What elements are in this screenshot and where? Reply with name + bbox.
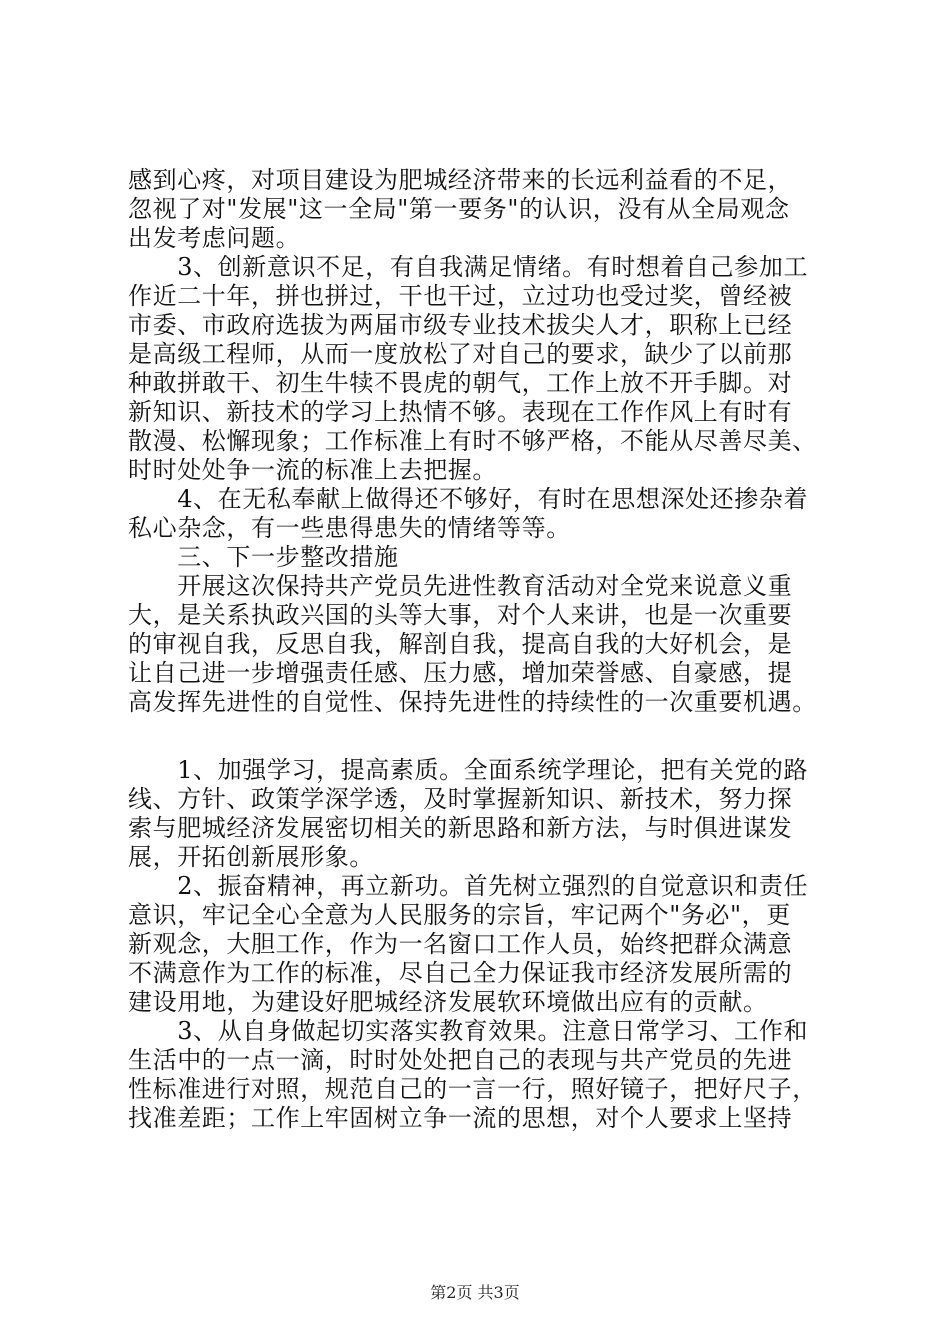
text-line: 大，是关系执政兴国的头等大事，对个人来讲，也是一次重要 [128,601,793,629]
text-line: 不满意作为工作的标准，尽自己全力保证我市经济发展所需的 [128,959,793,987]
text-line: 性标准进行对照，规范自己的一言一行，照好镜子，把好尺子， [128,1075,817,1103]
text-line: 时时处处争一流的标准上去把握。 [128,456,497,484]
text-line: 市委、市政府选拔为两届市级专业技术拔尖人才，职称上已经 [128,311,793,339]
text-line: 感到心疼，对项目建设为肥城经济带来的长远利益看的不足， [128,166,793,194]
text-line: 高发挥先进性的自觉性、保持先进性的持续性的一次重要机遇。 [128,688,817,716]
text-line: 3、创新意识不足，有自我满足情绪。有时想着自己参加工 [128,253,809,281]
text-line: 建设用地，为建设好肥城经济发展软环境做出应有的贡献。 [128,988,768,1016]
text-line: 新观念，大胆工作，作为一名窗口工作人员，始终把群众满意 [128,930,793,958]
document-body [128,166,828,1133]
text-line: 开展这次保持共产党员先进性教育活动对全党来说意义重 [128,572,793,600]
text-line: 作近二十年，拼也拼过，干也干过，立过功也受过奖，曾经被 [128,282,793,310]
text-line: 的审视自我，反思自我，解剖自我，提高自我的大好机会，是 [128,630,793,658]
text-line: 私心杂念，有一些患得患失的情绪等等。 [128,514,571,542]
text-line: 1、加强学习，提高素质。全面系统学理论，把有关党的路 [128,756,809,784]
text-line: 线、方针、政策学深学透，及时掌握新知识、新技术，努力探 [128,785,793,813]
text-line: 让自己进一步增强责任感、压力感，增加荣誉感、自豪感，提 [128,659,793,687]
text-line: 生活中的一点一滴，时时处处把自己的表现与共产党员的先进 [128,1046,793,1074]
text-line: 忽视了对"发展"这一全局"第一要务"的认识，没有从全局观念 [128,195,790,223]
text-line: 3、从自身做起切实落实教育效果。注意日常学习、工作和 [128,1017,809,1045]
page-number: 第2页 共3页 [430,1283,520,1302]
text-line: 出发考虑问题。 [128,224,301,252]
text-line: 索与肥城经济发展密切相关的新思路和新方法，与时俱进谋发 [128,814,793,842]
text-line: 种敢拼敢干、初生牛犊不畏虎的朝气，工作上放不开手脚。对 [128,369,793,397]
text-block-2 [128,756,828,1133]
text-line: 2、振奋精神，再立新功。首先树立强烈的自觉意识和责任 [128,872,809,900]
text-line: 展，开拓创新展形象。 [128,843,374,871]
paragraph-gap [128,717,828,756]
section-heading: 三、下一步整改措施 [128,543,399,571]
text-line: 散漫、松懈现象；工作标准上有时不够严格，不能从尽善尽美、 [128,427,817,455]
text-line: 是高级工程师，从而一度放松了对自己的要求，缺少了以前那 [128,340,793,368]
text-line: 意识，牢记全心全意为人民服务的宗旨，牢记两个"务必"，更 [128,901,791,929]
text-line: 找准差距；工作上牢固树立争一流的思想，对个人要求上坚持 [128,1104,793,1132]
text-line: 新知识、新技术的学习上热情不够。表现在工作作风上有时有 [128,398,793,426]
text-block-1 [128,166,828,717]
text-line: 4、在无私奉献上做得还不够好，有时在思想深处还掺杂着 [128,485,809,513]
